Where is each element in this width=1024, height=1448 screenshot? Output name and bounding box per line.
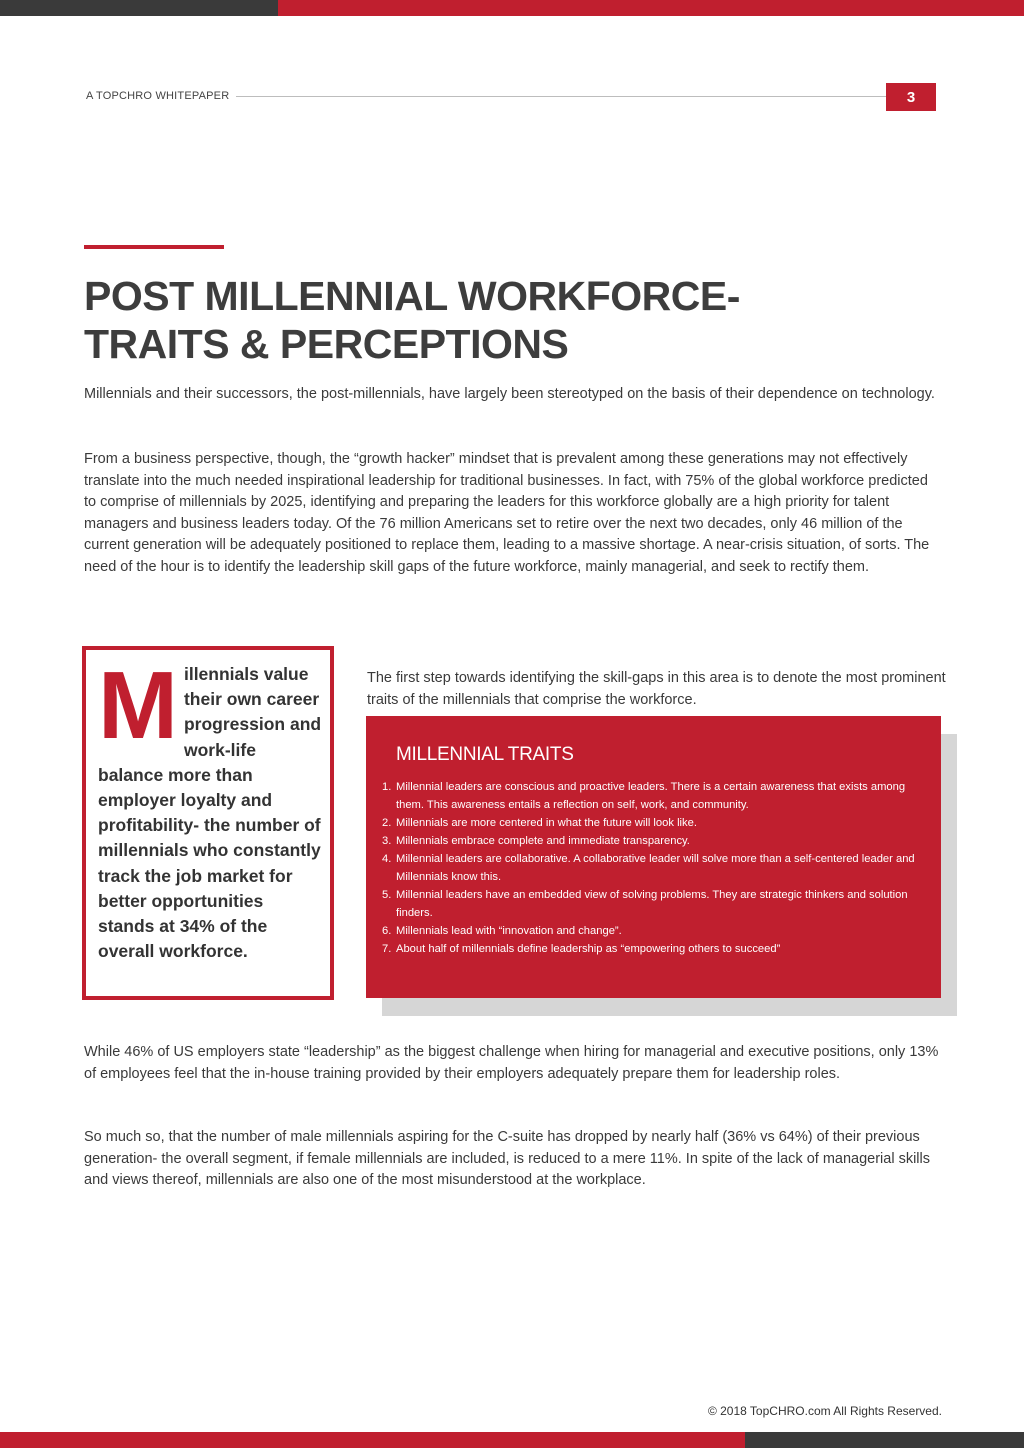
pullquote-text: illennials value their own career progression and work-life balance more than employer loyalty and profitability- the number of millennials who constantly track the job market for better opportunities stands at 34% of the overall workforce. [98, 664, 322, 962]
page-title-line-1: POST MILLENNIAL WORKFORCE- [84, 273, 740, 319]
traits-list-item [380, 832, 930, 850]
traits-item-number: 7. [382, 943, 392, 955]
body-paragraph-3: While 46% of US employers state “leadership” as the biggest challenge when hiring for managerial and executive positions, only 13% of employees feel that the in-house training provided by their employers adequately prepare them for leadership roles. [84, 1044, 939, 1082]
traits-item-number: 5. [382, 889, 392, 901]
pullquote-dropcap: M [98, 652, 178, 759]
traits-list-item [380, 778, 930, 814]
traits-item-text: Millennials lead with “innovation and change”. [396, 925, 622, 937]
intro-paragraph-2: From a business perspective, though, the “growth hacker” mindset that is prevalent among these generations may not effectively translate into the much needed inspirational leadership for traditional businesses. In fact, with 75% of the global workforce predicted to comprise of millennials by 2025, identifying and preparing the leaders for this workforce globally are a high priority for talent managers and business leaders today. Of the 76 million Americans set to retire over the next two decades, only 46 million of the current generation will be adequately positioned to replace them, leading to a massive shortage. A near-crisis situation, of sorts. The need of the hour is to identify the leadership skill gaps of the future workforce, mainly managerial, and seek to rectify them. [84, 451, 930, 575]
traits-item-text: Millennial leaders have an embedded view of solving problems. They are strategic thinkers and solution finders. [396, 889, 908, 919]
traits-list-item [380, 850, 930, 886]
traits-item-text: Millennial leaders are conscious and proactive leaders. There is a certain awareness that exists among them. This awareness entails a reflection on self, work, and community. [396, 781, 906, 811]
traits-list-item [380, 940, 930, 958]
traits-item-number: 6. [382, 925, 392, 937]
traits-item-number: 4. [382, 853, 392, 865]
pullquote-box [82, 646, 334, 1000]
body-paragraph-4: So much so, that the number of male millennials aspiring for the C-suite has dropped by nearly half (36% vs 64%) of their previous generation- the overall segment, if female millennials are included, is reduced to a mere 11%. In spite of the lack of managerial skills and views thereof, millennials are also one of the most misunderstood at the workplace. [84, 1129, 930, 1188]
traits-list [380, 778, 930, 958]
header-label: A TOPCHRO WHITEPAPER [86, 90, 230, 102]
traits-list-item [380, 886, 930, 922]
top-bar-dark [0, 0, 278, 16]
page-title [84, 272, 944, 368]
traits-item-number: 1. [382, 781, 392, 793]
traits-item-text: Millennials are more centered in what the future will look like. [396, 817, 697, 829]
title-accent-bar [84, 245, 224, 249]
pullquote-content [98, 652, 324, 964]
page-title-line-2: TRAITS & PERCEPTIONS [84, 321, 569, 367]
top-bar-red [278, 0, 1024, 16]
traits-list-item [380, 814, 930, 832]
traits-item-text: About half of millennials define leadership as “empowering others to succeed” [396, 943, 781, 955]
page-number-badge: 3 [886, 83, 936, 111]
traits-intro-paragraph: The first step towards identifying the skill-gaps in this area is to denote the most prominent traits of the millennials that comprise the workforce. [367, 670, 946, 708]
intro-paragraph-1: Millennials and their successors, the post-millennials, have largely been stereotyped on the basis of their dependence on technology. [84, 386, 935, 402]
footer-copyright: © 2018 TopCHRO.com All Rights Reserved. [707, 1404, 942, 1418]
traits-item-number: 3. [382, 835, 392, 847]
bottom-bar-dark [745, 1432, 1024, 1448]
traits-item-number: 2. [382, 817, 392, 829]
bottom-bar-red [0, 1432, 745, 1448]
traits-list-item [380, 922, 930, 940]
traits-title: MILLENNIAL TRAITS [396, 744, 574, 765]
header-rule [236, 96, 886, 97]
traits-item-text: Millennials embrace complete and immediate transparency. [396, 835, 690, 847]
traits-item-text: Millennial leaders are collaborative. A collaborative leader will solve more than a self-centered leader and Millennials know this. [396, 853, 915, 883]
traits-box [366, 716, 941, 998]
